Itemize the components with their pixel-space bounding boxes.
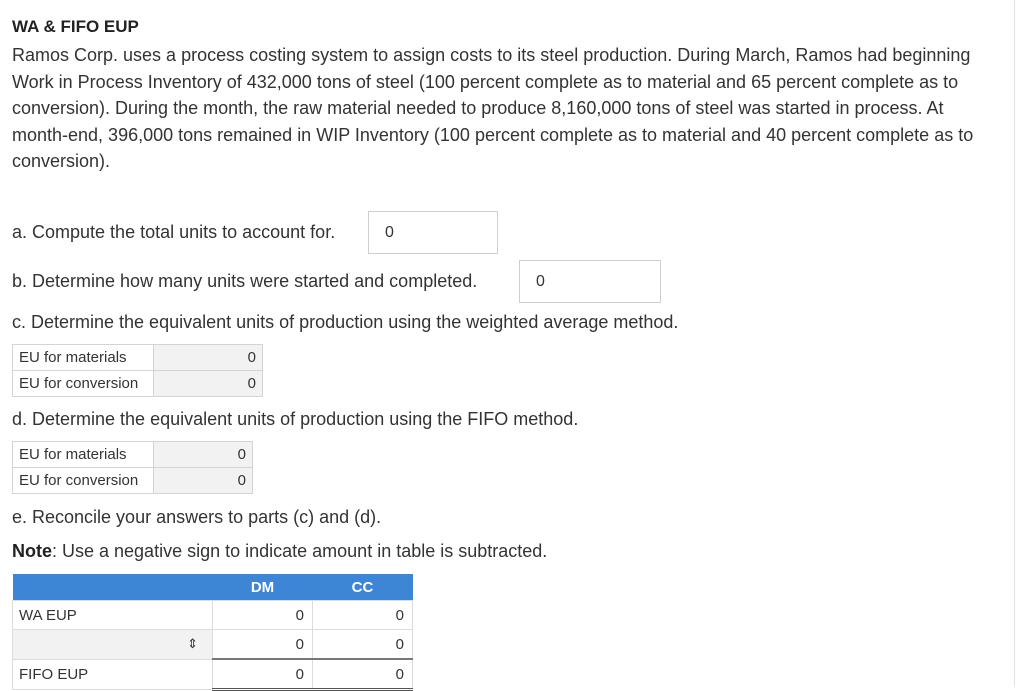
- select-arrows-icon: ⇕: [187, 636, 198, 652]
- part-a-question: a. Compute the total units to account for.: [12, 222, 336, 242]
- eu-materials-label: EU for materials: [13, 442, 154, 468]
- fifo-dm-total[interactable]: 0: [213, 659, 313, 690]
- eu-conversion-label: EU for conversion: [13, 468, 154, 494]
- page-divider: [1014, 0, 1015, 686]
- part-a-input[interactable]: 0: [368, 211, 498, 254]
- table-row: [13, 659, 413, 690]
- table-row: [13, 630, 413, 660]
- adj-cc-input[interactable]: 0: [313, 630, 413, 660]
- adj-dm-input[interactable]: 0: [213, 630, 313, 660]
- note-body: : Use a negative sign to indicate amount in table is subtracted.: [52, 541, 548, 561]
- fifo-eu-materials-input[interactable]: 0: [154, 442, 253, 468]
- wa-eu-materials-input[interactable]: 0: [154, 345, 263, 371]
- fifo-cc-total[interactable]: 0: [313, 659, 413, 690]
- wa-dm-input[interactable]: 0: [213, 601, 313, 630]
- eu-materials-label: EU for materials: [13, 345, 154, 371]
- header-dm: DM: [213, 574, 313, 601]
- page-title: WA & FIFO EUP: [12, 17, 139, 36]
- eu-conversion-label: EU for conversion: [13, 371, 154, 397]
- note-label: Note: [12, 541, 52, 561]
- reconcile-table: [12, 574, 413, 691]
- row-label-wa: WA EUP: [13, 601, 213, 630]
- problem-text: Ramos Corp. uses a process costing system to assign costs to its steel production. During March, Ramos had beginning Work in Process Inventory of 432,000 tons of steel (100 percent complete as to material and 65 percent complete as to conversion). During the month, the raw material needed to produce 8,160,000 tons of steel was started in process. At month-end, 396,000 tons remained in WIP Inventory (100 percent complete as to material and 40 percent complete as to conversion).: [12, 45, 974, 171]
- part-e-question: e. Reconcile your answers to parts (c) and (d).: [12, 507, 382, 527]
- wa-eu-table: [12, 344, 263, 397]
- part-b-question: b. Determine how many units were started and completed.: [12, 271, 478, 291]
- reconcile-item-select[interactable]: [13, 630, 213, 660]
- wa-cc-input[interactable]: 0: [313, 601, 413, 630]
- wa-eu-conversion-input[interactable]: 0: [154, 371, 263, 397]
- table-row: [13, 468, 253, 494]
- fifo-eu-table: [12, 441, 253, 494]
- table-row: [13, 371, 263, 397]
- part-b-input[interactable]: 0: [519, 260, 661, 303]
- table-row: [13, 345, 263, 371]
- note-text: [12, 541, 547, 562]
- table-row: [13, 442, 253, 468]
- part-d-question: d. Determine the equivalent units of production using the FIFO method.: [12, 409, 579, 429]
- table-header-row: [13, 574, 413, 601]
- row-label-fifo: FIFO EUP: [13, 659, 213, 690]
- part-c-question: c. Determine the equivalent units of production using the weighted average method.: [12, 312, 679, 332]
- fifo-eu-conversion-input[interactable]: 0: [154, 468, 253, 494]
- header-cc: CC: [313, 574, 413, 601]
- table-row: [13, 601, 413, 630]
- header-blank: [13, 574, 213, 601]
